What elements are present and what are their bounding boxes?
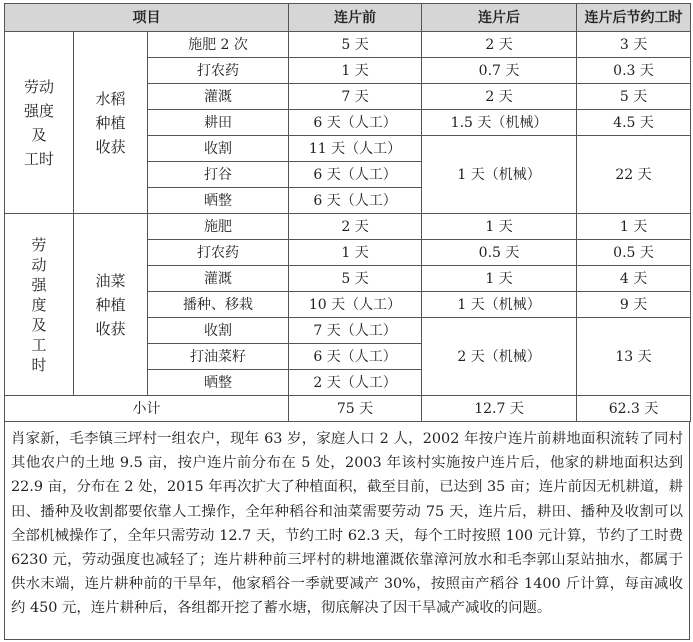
header-row xyxy=(5,4,691,32)
after-cell: 1 天 xyxy=(422,266,577,292)
subtotal-label: 小计 xyxy=(5,396,289,422)
after-cell: 1 天 xyxy=(422,214,577,240)
before-cell: 7 天（人工） xyxy=(289,318,422,344)
task-cell: 收割 xyxy=(148,136,289,162)
before-cell: 5 天 xyxy=(289,266,422,292)
saved-cell: 4.5 天 xyxy=(577,110,691,136)
saved-cell: 9 天 xyxy=(577,292,691,318)
task-cell: 打谷 xyxy=(148,162,289,188)
subtotal-saved: 62.3 天 xyxy=(577,396,691,422)
task-cell: 打油菜籽 xyxy=(148,344,289,370)
task-cell: 播种、移栽 xyxy=(148,292,289,318)
header-item: 项目 xyxy=(5,4,289,32)
task-cell: 晒整 xyxy=(148,188,289,214)
task-cell: 收割 xyxy=(148,318,289,344)
subtotal-before: 75 天 xyxy=(289,396,422,422)
category-label-1: 劳动 强度 及 工时 xyxy=(5,32,74,214)
before-cell: 10 天（人工） xyxy=(289,292,422,318)
crop-label-rapeseed: 油菜 种植 收获 xyxy=(74,214,148,396)
case-paragraph: 肖家新，毛李镇三坪村一组农户，现年 63 岁，家庭人口 2 人，2002 年按户连片前耕地面积流转了同村其他农户的土地 9.5 亩，按户连片前分布在 5 处，2003 年该村实施按户连片后，他家的耕地面积达到 22.9 亩，分布在 2 处，2015 年再次扩大了种植面积，截至目前，已达到 35 亩；连片前因无机耕道，耕田、播种及收割都要依靠人工操作，全年种稻谷和油菜需要劳动 75 天，连片后，耕田、播种及收割可以全部机械操作了，全年只需劳动 12.7 天，节约工时 62.3 天，每个工时按照 100 元计算，节约了工时费 6230 元，劳动强度也减轻了；连片耕种前三坪村的耕地灌溉依靠漳河放水和毛李郭山泵站抽水，都属于供水末端，连片耕种前的干旱年，他家稻谷一季就要减产 30%，按照亩产稻谷 1400 斤计算，每亩减收约 450 元，连片耕种后，各组都开挖了蓄水塘，彻底解决了因干旱减产减收的问题。 xyxy=(4,422,690,640)
before-cell: 5 天 xyxy=(289,32,422,58)
saved-cell: 4 天 xyxy=(577,266,691,292)
before-cell: 6 天（人工） xyxy=(289,344,422,370)
before-cell: 1 天 xyxy=(289,58,422,84)
before-cell: 6 天（人工） xyxy=(289,188,422,214)
after-cell: 1.5 天（机械） xyxy=(422,110,577,136)
task-cell: 打农药 xyxy=(148,240,289,266)
task-cell: 施肥 xyxy=(148,214,289,240)
saved-merged-cell: 22 天 xyxy=(577,136,691,214)
after-merged-cell: 1 天（机械） xyxy=(422,136,577,214)
after-cell: 2 天 xyxy=(422,84,577,110)
crop-label-rice: 水稻 种植 收获 xyxy=(74,32,148,214)
task-cell: 灌溉 xyxy=(148,266,289,292)
labor-table xyxy=(4,3,691,422)
task-cell: 耕田 xyxy=(148,110,289,136)
before-cell: 7 天 xyxy=(289,84,422,110)
after-merged-cell: 2 天（机械） xyxy=(422,318,577,396)
before-cell: 6 天（人工） xyxy=(289,110,422,136)
subtotal-row xyxy=(5,396,691,422)
after-cell: 0.5 天 xyxy=(422,240,577,266)
header-saved: 连片后节约工时 xyxy=(577,4,691,32)
saved-cell: 0.5 天 xyxy=(577,240,691,266)
header-after: 连片后 xyxy=(422,4,577,32)
table-row xyxy=(5,214,691,240)
saved-cell: 3 天 xyxy=(577,32,691,58)
header-before: 连片前 xyxy=(289,4,422,32)
task-cell: 施肥 2 次 xyxy=(148,32,289,58)
saved-cell: 0.3 天 xyxy=(577,58,691,84)
table-row xyxy=(5,32,691,58)
task-cell: 灌溉 xyxy=(148,84,289,110)
task-cell: 晒整 xyxy=(148,370,289,396)
task-cell: 打农药 xyxy=(148,58,289,84)
subtotal-after: 12.7 天 xyxy=(422,396,577,422)
saved-merged-cell: 13 天 xyxy=(577,318,691,396)
before-cell: 2 天（人工） xyxy=(289,370,422,396)
after-cell: 1 天（机械） xyxy=(422,292,577,318)
saved-cell: 1 天 xyxy=(577,214,691,240)
after-cell: 2 天 xyxy=(422,32,577,58)
saved-cell: 5 天 xyxy=(577,84,691,110)
after-cell: 0.7 天 xyxy=(422,58,577,84)
document xyxy=(4,3,690,640)
before-cell: 1 天 xyxy=(289,240,422,266)
before-cell: 2 天 xyxy=(289,214,422,240)
category-label-2: 劳 动 强 度 及 工 时 xyxy=(5,214,74,396)
before-cell: 11 天（人工） xyxy=(289,136,422,162)
before-cell: 6 天（人工） xyxy=(289,162,422,188)
